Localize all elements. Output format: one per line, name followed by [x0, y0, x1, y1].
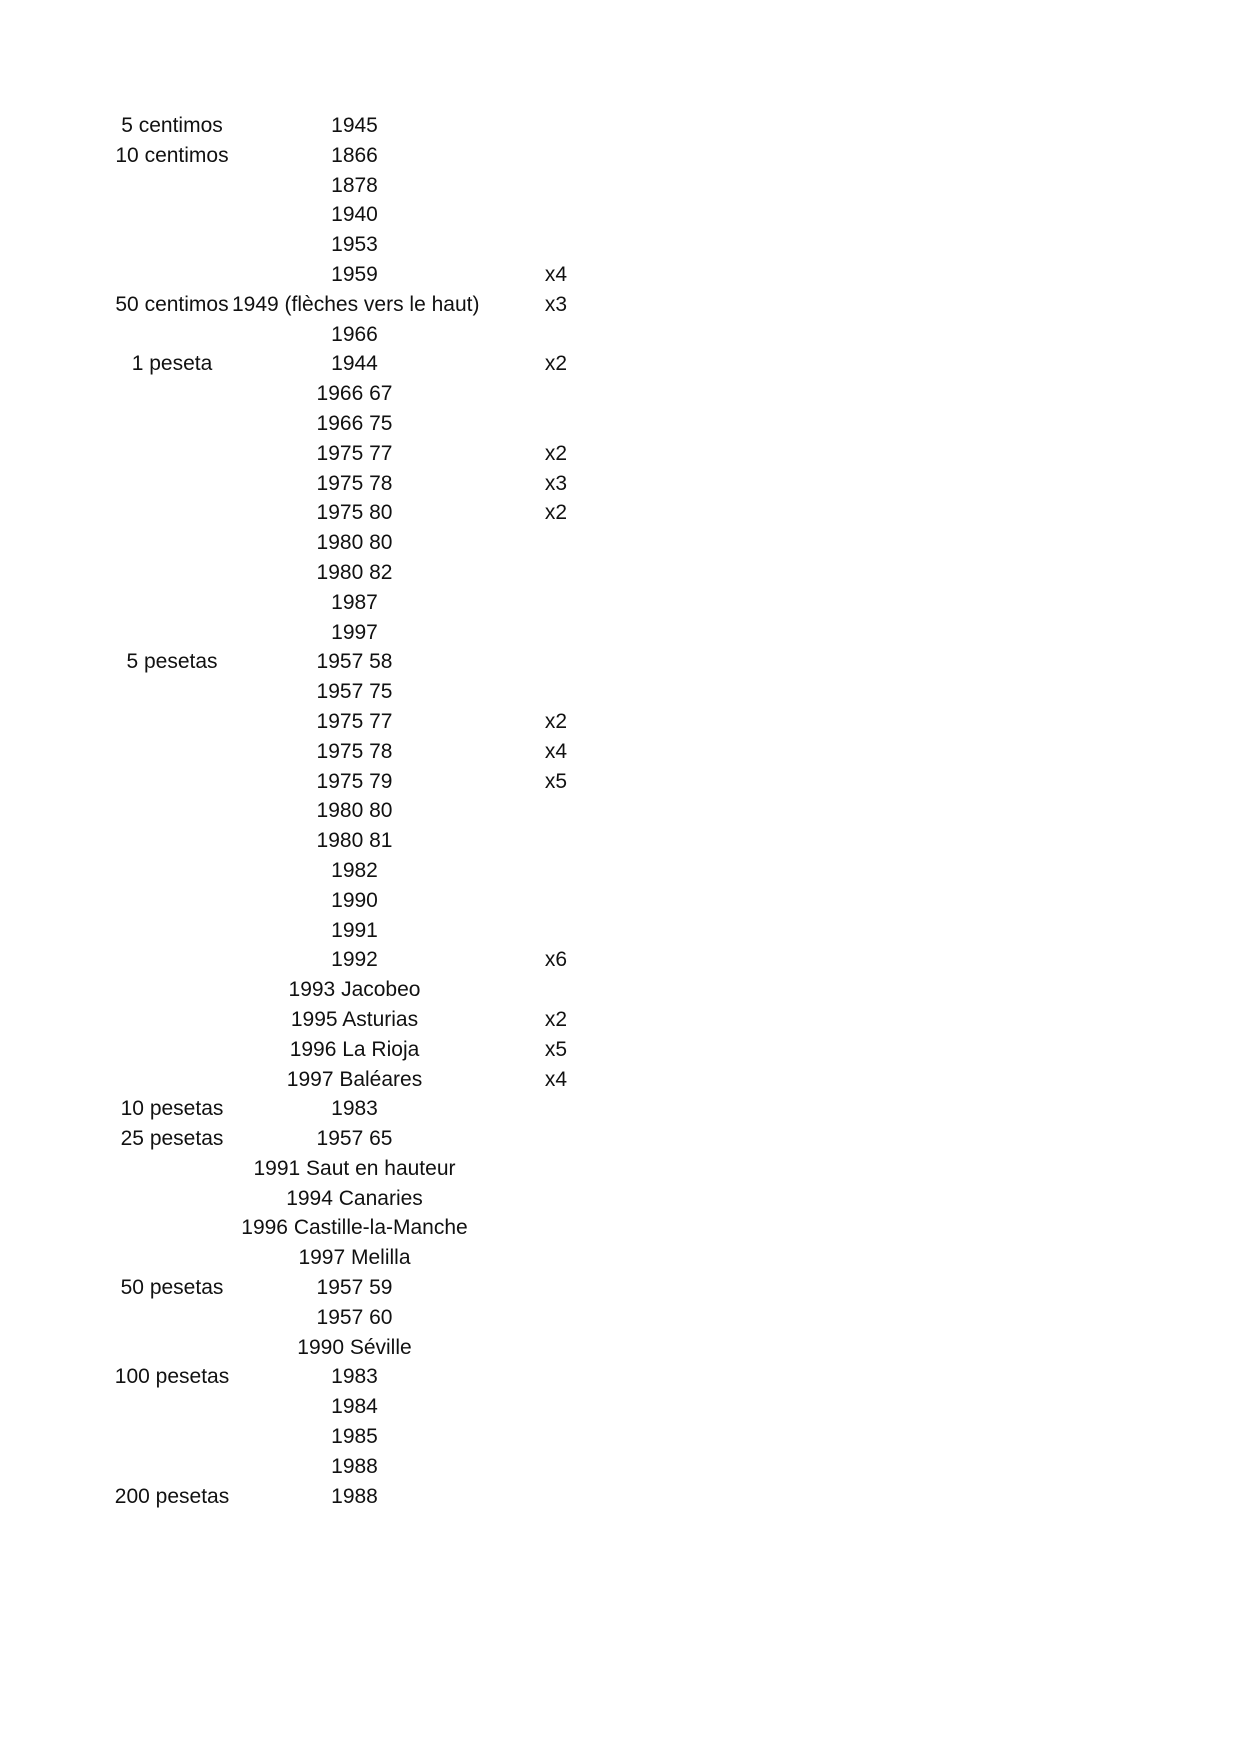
year-cell: 1866 — [331, 143, 378, 167]
year-cell: 1985 — [331, 1425, 378, 1449]
table-row — [112, 439, 672, 469]
year-cell: 1991 — [331, 918, 378, 942]
table-row — [112, 945, 672, 975]
count-cell: x2 — [544, 1007, 567, 1031]
year-cell: 1988 — [331, 1454, 378, 1478]
table-row — [112, 1422, 672, 1452]
year-cell: 1975 78 — [316, 739, 393, 763]
count-cell: x5 — [544, 1037, 567, 1061]
table-row — [112, 111, 672, 141]
year-cell: 1996 Castille-la-Manche — [241, 1216, 468, 1240]
year-cell: 1957 58 — [316, 650, 393, 674]
year-cell: 1997 Melilla — [298, 1246, 411, 1270]
year-cell: 1975 80 — [316, 501, 393, 525]
year-cell: 1966 67 — [316, 382, 393, 406]
year-cell: 1980 81 — [316, 829, 393, 853]
year-cell: 1983 — [331, 1365, 378, 1389]
table-row — [112, 1035, 672, 1065]
table-row — [112, 1452, 672, 1482]
denomination-cell: 100 pesetas — [114, 1365, 230, 1389]
year-cell: 1878 — [331, 173, 378, 197]
table-row — [112, 1154, 672, 1184]
year-cell: 1980 82 — [316, 560, 393, 584]
table-row — [112, 349, 672, 379]
count-cell: x2 — [544, 441, 567, 465]
count-cell: x6 — [544, 948, 567, 972]
count-cell: x2 — [544, 709, 567, 733]
count-cell: x5 — [544, 769, 567, 793]
year-cell: 1991 Saut en hauteur — [253, 1156, 456, 1180]
year-cell: 1975 78 — [316, 471, 393, 495]
table-row — [112, 975, 672, 1005]
table-row — [112, 1482, 672, 1512]
denomination-cell: 5 pesetas — [126, 650, 218, 674]
year-cell: 1975 79 — [316, 769, 393, 793]
year-cell: 1959 — [331, 262, 378, 286]
year-cell: 1996 La Rioja — [289, 1037, 420, 1061]
table-row — [112, 647, 672, 677]
year-cell: 1988 — [331, 1484, 378, 1508]
denomination-cell: 50 centimos — [115, 292, 229, 316]
denomination-cell: 5 centimos — [121, 114, 223, 137]
year-cell: 1987 — [331, 590, 378, 614]
table-row — [112, 528, 672, 558]
table-row — [112, 1213, 672, 1243]
count-cell: x3 — [544, 292, 567, 316]
table-row — [112, 379, 672, 409]
table-row — [112, 1273, 672, 1303]
denomination-cell: 10 centimos — [115, 143, 229, 167]
year-cell: 1975 77 — [316, 441, 393, 465]
count-cell: x4 — [544, 1067, 567, 1091]
table-row — [112, 1005, 672, 1035]
year-cell: 1957 59 — [316, 1276, 393, 1300]
count-cell: x4 — [544, 739, 567, 763]
table-row — [112, 1303, 672, 1333]
table-row — [112, 1094, 672, 1124]
table-row — [112, 677, 672, 707]
year-cell: 1975 77 — [316, 709, 393, 733]
table-row — [112, 260, 672, 290]
year-cell: 1993 Jacobeo — [288, 978, 421, 1002]
table-row — [112, 916, 672, 946]
year-cell: 1940 — [331, 203, 378, 227]
table-row — [112, 618, 672, 648]
count-cell: x4 — [544, 262, 567, 286]
year-cell: 1983 — [331, 1097, 378, 1121]
year-cell: 1957 65 — [316, 1127, 393, 1151]
table-row — [112, 1065, 672, 1095]
year-cell: 1957 60 — [316, 1305, 393, 1329]
table-row — [112, 796, 672, 826]
table-row — [112, 498, 672, 528]
table-row — [112, 290, 672, 320]
year-cell: 1997 — [331, 620, 378, 644]
table-row — [112, 230, 672, 260]
table-row — [112, 469, 672, 499]
table-row — [112, 171, 672, 201]
year-cell: 1992 — [331, 948, 378, 972]
table-row — [112, 200, 672, 230]
year-cell: 1980 80 — [316, 531, 393, 555]
table-row — [112, 886, 672, 916]
year-cell: 1990 Séville — [297, 1335, 412, 1359]
table-row — [112, 409, 672, 439]
denomination-cell: 200 pesetas — [114, 1484, 230, 1508]
denomination-cell: 1 peseta — [131, 352, 213, 376]
year-cell: 1990 — [331, 888, 378, 912]
year-cell: 1944 — [331, 352, 378, 376]
count-cell: x2 — [544, 352, 567, 376]
year-cell: 1980 80 — [316, 799, 393, 823]
table-row — [112, 1362, 672, 1392]
table-row — [112, 1184, 672, 1214]
table-row — [112, 707, 672, 737]
year-cell: 1945 — [331, 114, 378, 137]
table-row — [112, 826, 672, 856]
year-cell: 1982 — [331, 858, 378, 882]
count-cell: x2 — [544, 501, 567, 525]
table-row — [112, 856, 672, 886]
year-cell: 1953 — [331, 233, 378, 257]
denomination-cell: 10 pesetas — [120, 1097, 224, 1121]
year-cell: 1957 75 — [316, 680, 393, 704]
table-row — [112, 1124, 672, 1154]
table-row — [112, 320, 672, 350]
year-cell: 1984 — [331, 1395, 378, 1419]
table-row — [112, 558, 672, 588]
year-cell: 1997 Baléares — [286, 1067, 423, 1091]
table-row — [112, 1392, 672, 1422]
table-row — [112, 767, 672, 797]
count-cell: x3 — [544, 471, 567, 495]
table-row — [112, 737, 672, 767]
table-row — [112, 141, 672, 171]
year-cell: 1966 — [331, 322, 378, 346]
denomination-cell: 25 pesetas — [120, 1127, 224, 1151]
coin-list-sheet — [112, 111, 672, 1511]
denomination-cell: 50 pesetas — [120, 1276, 224, 1300]
year-cell: 1995 Asturias — [290, 1007, 419, 1031]
year-cell: 1949 (flèches vers le haut) — [232, 292, 480, 316]
year-cell: 1994 Canaries — [286, 1186, 423, 1210]
table-row — [112, 1243, 672, 1273]
table-row — [112, 1333, 672, 1363]
year-cell: 1966 75 — [316, 411, 393, 435]
table-row — [112, 588, 672, 618]
